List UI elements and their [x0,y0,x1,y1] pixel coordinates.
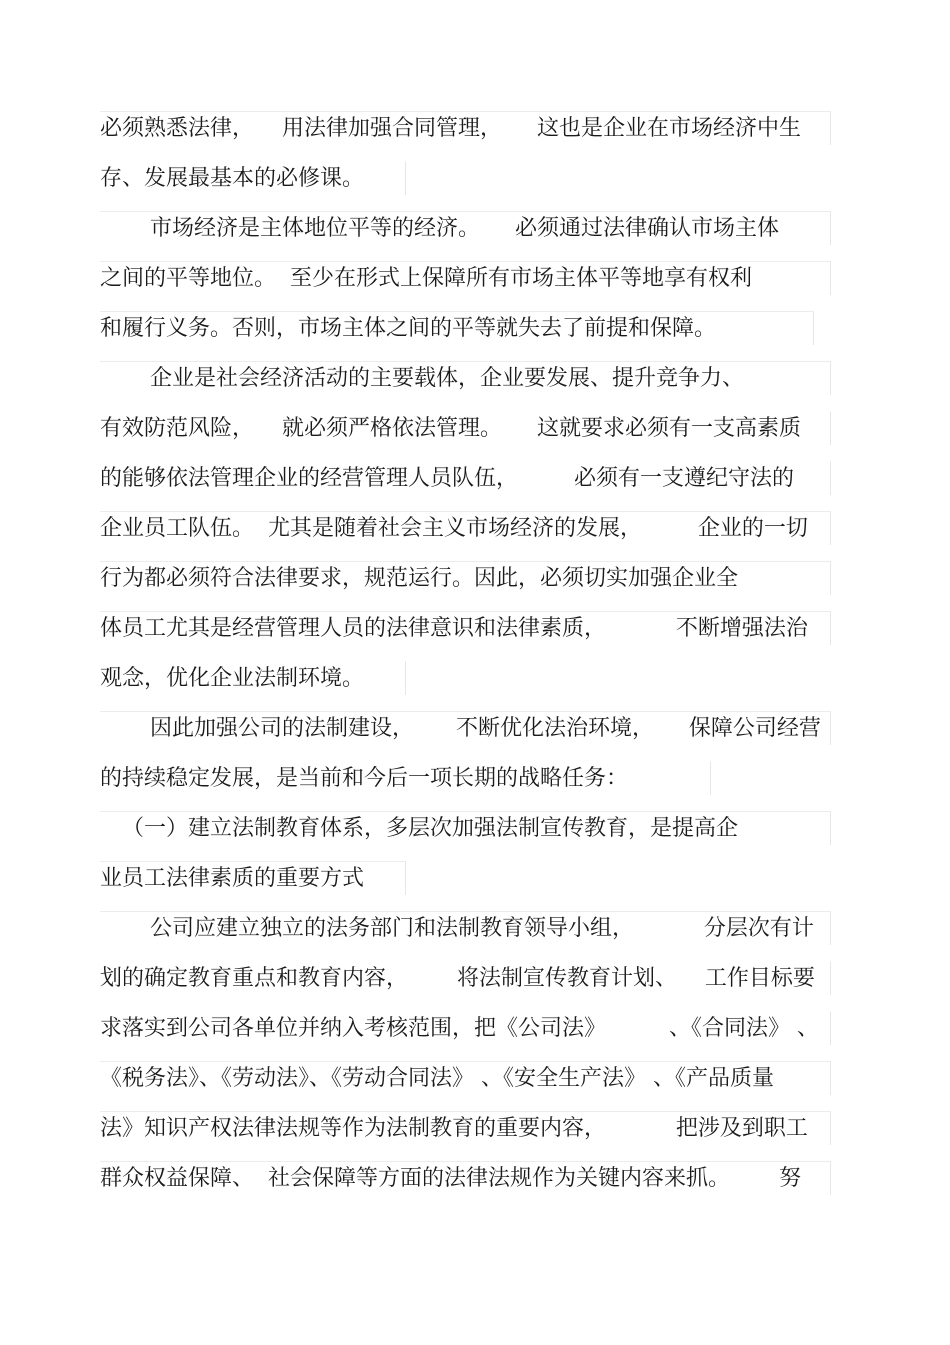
text-line [100,261,831,295]
line-text: 之间的平等地位。 至少在形式上保障所有市场主体平等地享有权利 [100,266,752,291]
text-line [100,161,406,195]
line-text: 企业员工队伍。 尤其是随着社会主义市场经济的发展， 企业的一切 [100,516,808,541]
line-text: 《税务法》、《劳动法》、《劳动合同法》 、《安全生产法》 、《产品质量 [100,1066,774,1091]
text-line [100,661,406,695]
line-text: 市场经济是主体地位平等的经济。 必须通过法律确认市场主体 [150,216,779,241]
line-text: 和履行义务。否则，市场主体之间的平等就失去了前提和保障。 [100,316,717,341]
line-text: 的持续稳定发展，是当前和今后一项长期的战略任务： [100,766,629,791]
line-text: 群众权益保障、 社会保障等方面的法律法规作为关键内容来抓。 努 [100,1166,801,1191]
line-text: 求落实到公司各单位并纳入考核范围，把《公司法》 、《合同法》 、 [100,1016,819,1041]
text-line [100,611,831,645]
line-text: 因此加强公司的法制建设， 不断优化法治环境， 保障公司经营 [150,716,821,741]
line-text: 体员工尤其是经营管理人员的法律意识和法律素质， 不断增强法治 [100,616,808,641]
text-line [100,711,831,745]
text-line [100,311,814,345]
text-line [100,911,831,945]
text-line [100,411,831,445]
line-text: 行为都必须符合法律要求，规范运行。因此，必须切实加强企业全 [100,566,739,591]
text-line [100,761,711,795]
text-line [100,561,831,595]
text-line [100,961,831,995]
text-line [100,111,831,145]
text-line [100,1011,831,1045]
text-line [100,1061,831,1095]
line-text: 划的确定教育重点和教育内容， 将法制宣传教育计划、 工作目标要 [100,966,815,991]
line-text: 观念，优化企业法制环境。 [100,666,365,691]
section-heading-line [100,861,406,895]
line-text: 企业是社会经济活动的主要载体，企业要发展、提升竞争力、 [150,366,745,391]
text-line [100,211,831,245]
text-line [100,1161,831,1195]
text-line [100,511,831,545]
line-text: 公司应建立独立的法务部门和法制教育领导小组， 分层次有计 [150,916,814,941]
text-line [100,1111,831,1145]
line-text: 必须熟悉法律， 用法律加强合同管理， 这也是企业在市场经济中生 [100,116,801,141]
line-text: 的能够依法管理企业的经营管理人员队伍， 必须有一支遵纪守法的 [100,466,794,491]
text-line [100,361,831,395]
line-text: 存、发展最基本的必修课。 [100,166,365,191]
line-text: 有效防范风险， 就必须严格依法管理。 这就要求必须有一支高素质 [100,416,801,441]
section-heading-text: （一）建立法制教育体系，多层次加强法制宣传教育，是提高企 [122,816,739,841]
line-text: 法》知识产权法律法规等作为法制教育的重要内容， 把涉及到职工 [100,1116,808,1141]
section-heading-line [100,811,831,845]
text-line [100,461,831,495]
section-heading-text: 业员工法律素质的重要方式 [100,866,365,891]
